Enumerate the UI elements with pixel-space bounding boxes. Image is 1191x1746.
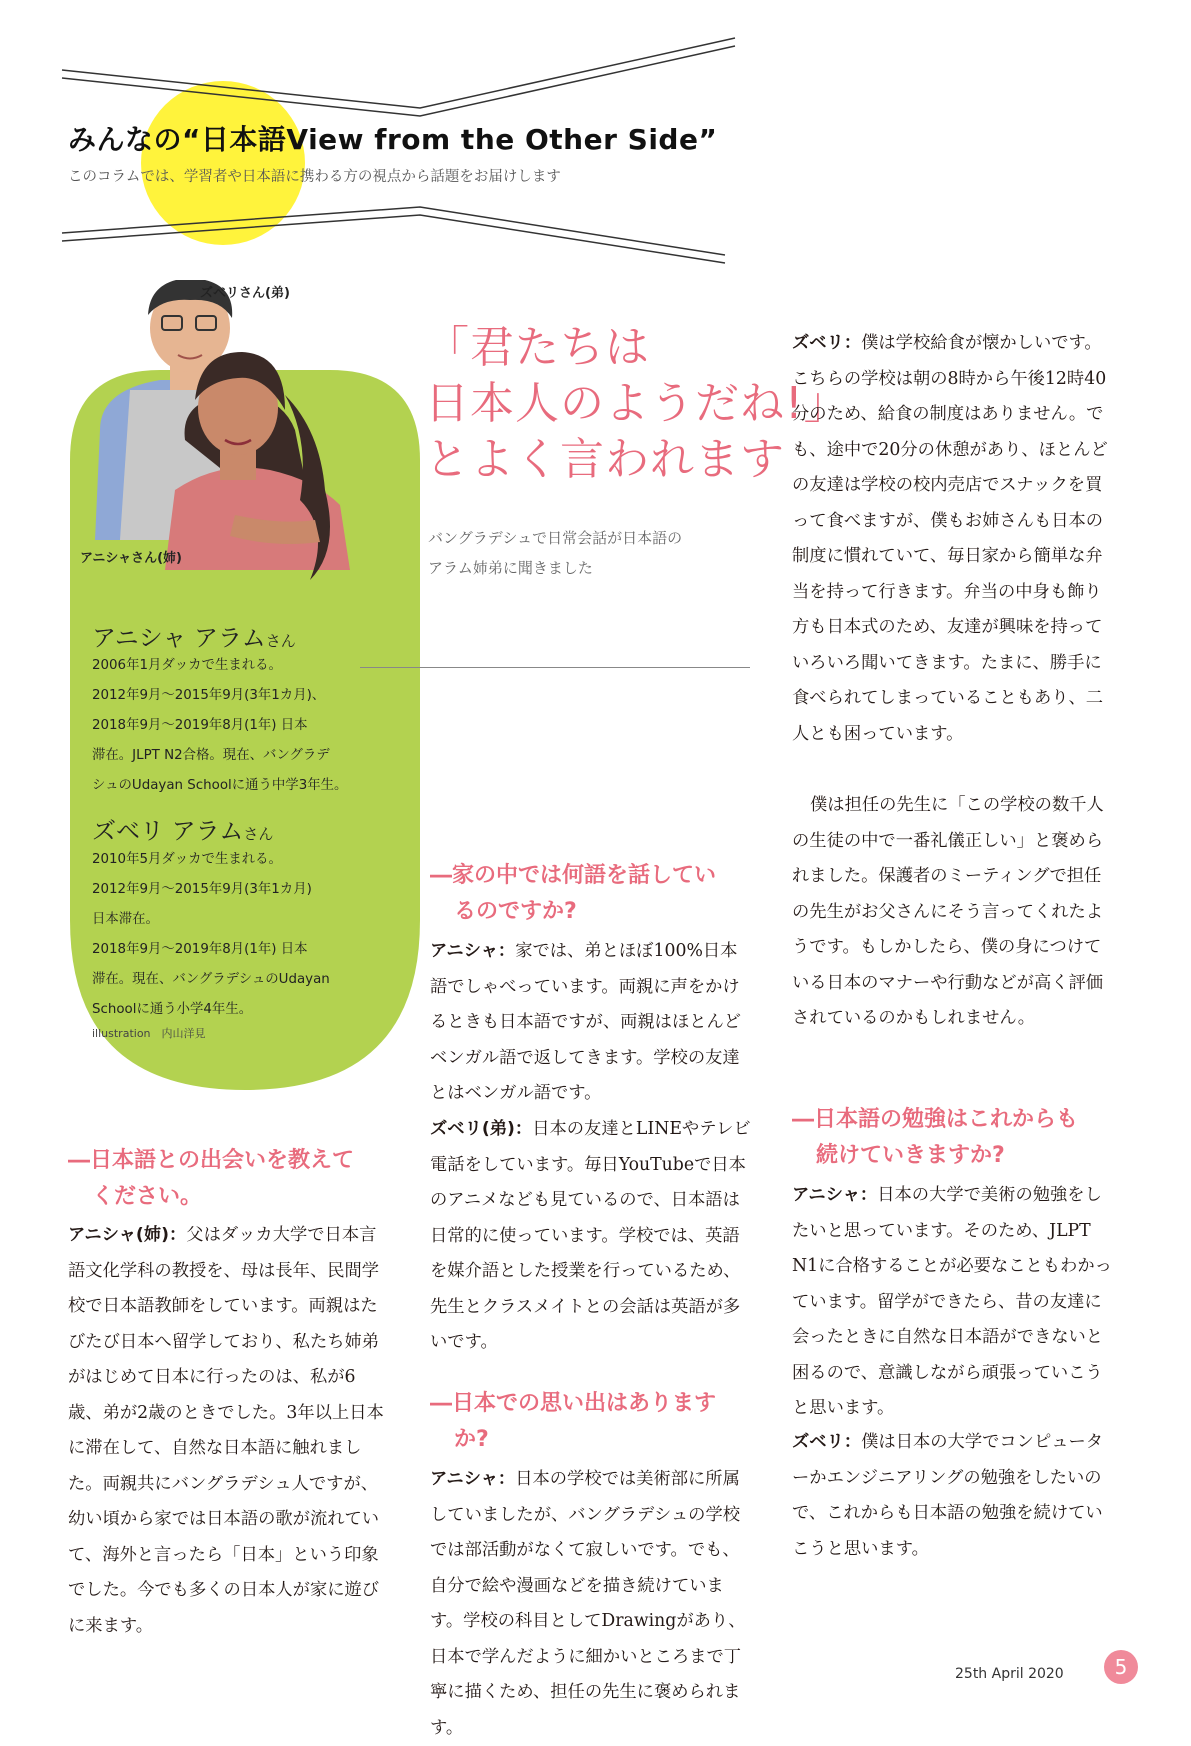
lead-text: バングラデシュで日常会話が日本語の アラム姉弟に聞きました bbox=[428, 529, 683, 577]
name-tag-sister: アニシャさん(姉) bbox=[80, 551, 182, 566]
issue-date: 25th April 2020 bbox=[955, 1666, 1064, 1682]
column-title: みんなの“日本語View from the Other Side” bbox=[68, 123, 718, 156]
name-tag-brother: ズベリさん(弟) bbox=[200, 286, 290, 301]
yellow-circle bbox=[141, 81, 305, 245]
profile-name-anisha: アニシャ アラムさん bbox=[92, 624, 296, 652]
page-number: 5 bbox=[1104, 1650, 1138, 1684]
illustration-credit: illustration 内山洋見 bbox=[92, 1027, 206, 1040]
answer-paragraph-2b: ズベリ(弟)：日本の友達とLINEやテレビ電話をしています。毎日YouTubeで日本のアニメなども見ているので、日本語は日常的に使っています。学校では、英語を媒介語とした授業を行っているため、先生とクラスメイトとの会話は英語が多いです。 bbox=[430, 1119, 751, 1352]
divider-rule bbox=[360, 667, 750, 668]
question-heading-4: ―日本語の勉強はこれからも 続けていきますか? bbox=[792, 1107, 1079, 1168]
answer-paragraph-1: アニシャ(姉)：父はダッカ大学で日本言語文化学科の教授を、母は長年、民間学校で日本語教師をしています。両親はたびたび日本へ留学しており、私たち姉弟がはじめて日本に行ったのは、私が6歳、弟が2歳のときでした。3年以上日本に滞在して、自然な日本語に触れました。両親共にバングラデシュ人ですが、幼い頃から家では日本語の歌が流れていて、海外と言ったら「日本」という印象でした。今でも多くの日本人が家に遊びに来ます。 bbox=[68, 1225, 384, 1636]
question-heading-3: ―日本での思い出はあります か? bbox=[430, 1391, 717, 1452]
headline: 「君たちは 日本人のようだね!」 とよく言われます bbox=[425, 322, 849, 485]
answer-paragraph-4b: ズベリ：僕は日本の大学でコンピューターかエンジニアリングの勉強をしたいので、これからも日本語の勉強を続けていこうと思います。 bbox=[792, 1432, 1104, 1559]
zigzag-line-top bbox=[62, 38, 735, 108]
profile-name-zuberi: ズベリ アラムさん bbox=[92, 817, 274, 845]
answer-paragraph-3c: 僕は担任の先生に「この学校の数千人の生徒の中で一番礼儀正しい」と褒められました。保護者のミーティングで担任の先生がお父さんにそう言ってくれたようです。もしかしたら、僕の身につけている日本のマナーや行動などが高く評価されているのかもしれません。 bbox=[792, 795, 1104, 1028]
answer-paragraph-3a: アニシャ：日本の学校では美術部に所属していましたが、バングラデシュの学校では部活動がなくて寂しいです。でも、自分で絵や漫画などを描き続けています。学校の科目としてDrawingがあり、日本で学んだように細かいところまで丁寧に描くため、担任の先生に褒められます。 bbox=[430, 1469, 746, 1738]
answer-paragraph-2a: アニシャ：家では、弟とほぼ100%日本語でしゃべっています。両親に声をかけるときも日本語ですが、両親はほとんどベンガル語で返してきます。学校の友達とはベンガル語です。 bbox=[430, 941, 742, 1103]
column-subtitle: このコラムでは、学習者や日本語に携わる方の視点から話題をお届けします bbox=[68, 169, 561, 185]
question-heading-1: ―日本語との出会いを教えて ください。 bbox=[68, 1148, 355, 1209]
profile-bio-anisha: 2006年1月ダッカで生まれる。 2012年9月～2015年9月(3年1カ月)、 2018年9月～2019年8月(1年) 日本 滞在。JLPT N2合格。現在、バングラデ シュのUdayan Schoolに通う中学3年生。 bbox=[92, 658, 348, 793]
profile-bio-zuberi: 2010年5月ダッカで生まれる。 2012年9月～2015年9月(3年1カ月) 日本滞在。 2018年9月～2019年8月(1年) 日本 滞在。現在、バングラデシュのUdayan Schoolに通う小学4年生。 bbox=[92, 852, 330, 1017]
question-heading-2: ―家の中では何語を話してい るのですか? bbox=[430, 863, 717, 924]
answer-paragraph-4a: アニシャ：日本の大学で美術の勉強をしたいと思っています。そのため、JLPT N1に合格することが必要なこともわかっています。留学ができたら、昔の友達に会ったときに自然な日本語ができないと困るので、意識しながら頑張っていこうと思います。 bbox=[792, 1185, 1112, 1418]
answer-paragraph-3b: ズベリ：僕は学校給食が懐かしいです。こちらの学校は朝の8時から午後12時40分のため、給食の制度はありません。でも、途中で20分の休憩があり、ほとんどの友達は学校の校内売店でスナックを買って食べますが、僕もお姉さんも日本の制度に慣れていて、毎日家から簡単な弁当を持って行きます。弁当の中身も飾り方も日本式のため、友達が興味を持っていろいろ聞いてきます。たまに、勝手に食べられてしまっていることもあり、二人とも困っています。 bbox=[792, 333, 1108, 744]
